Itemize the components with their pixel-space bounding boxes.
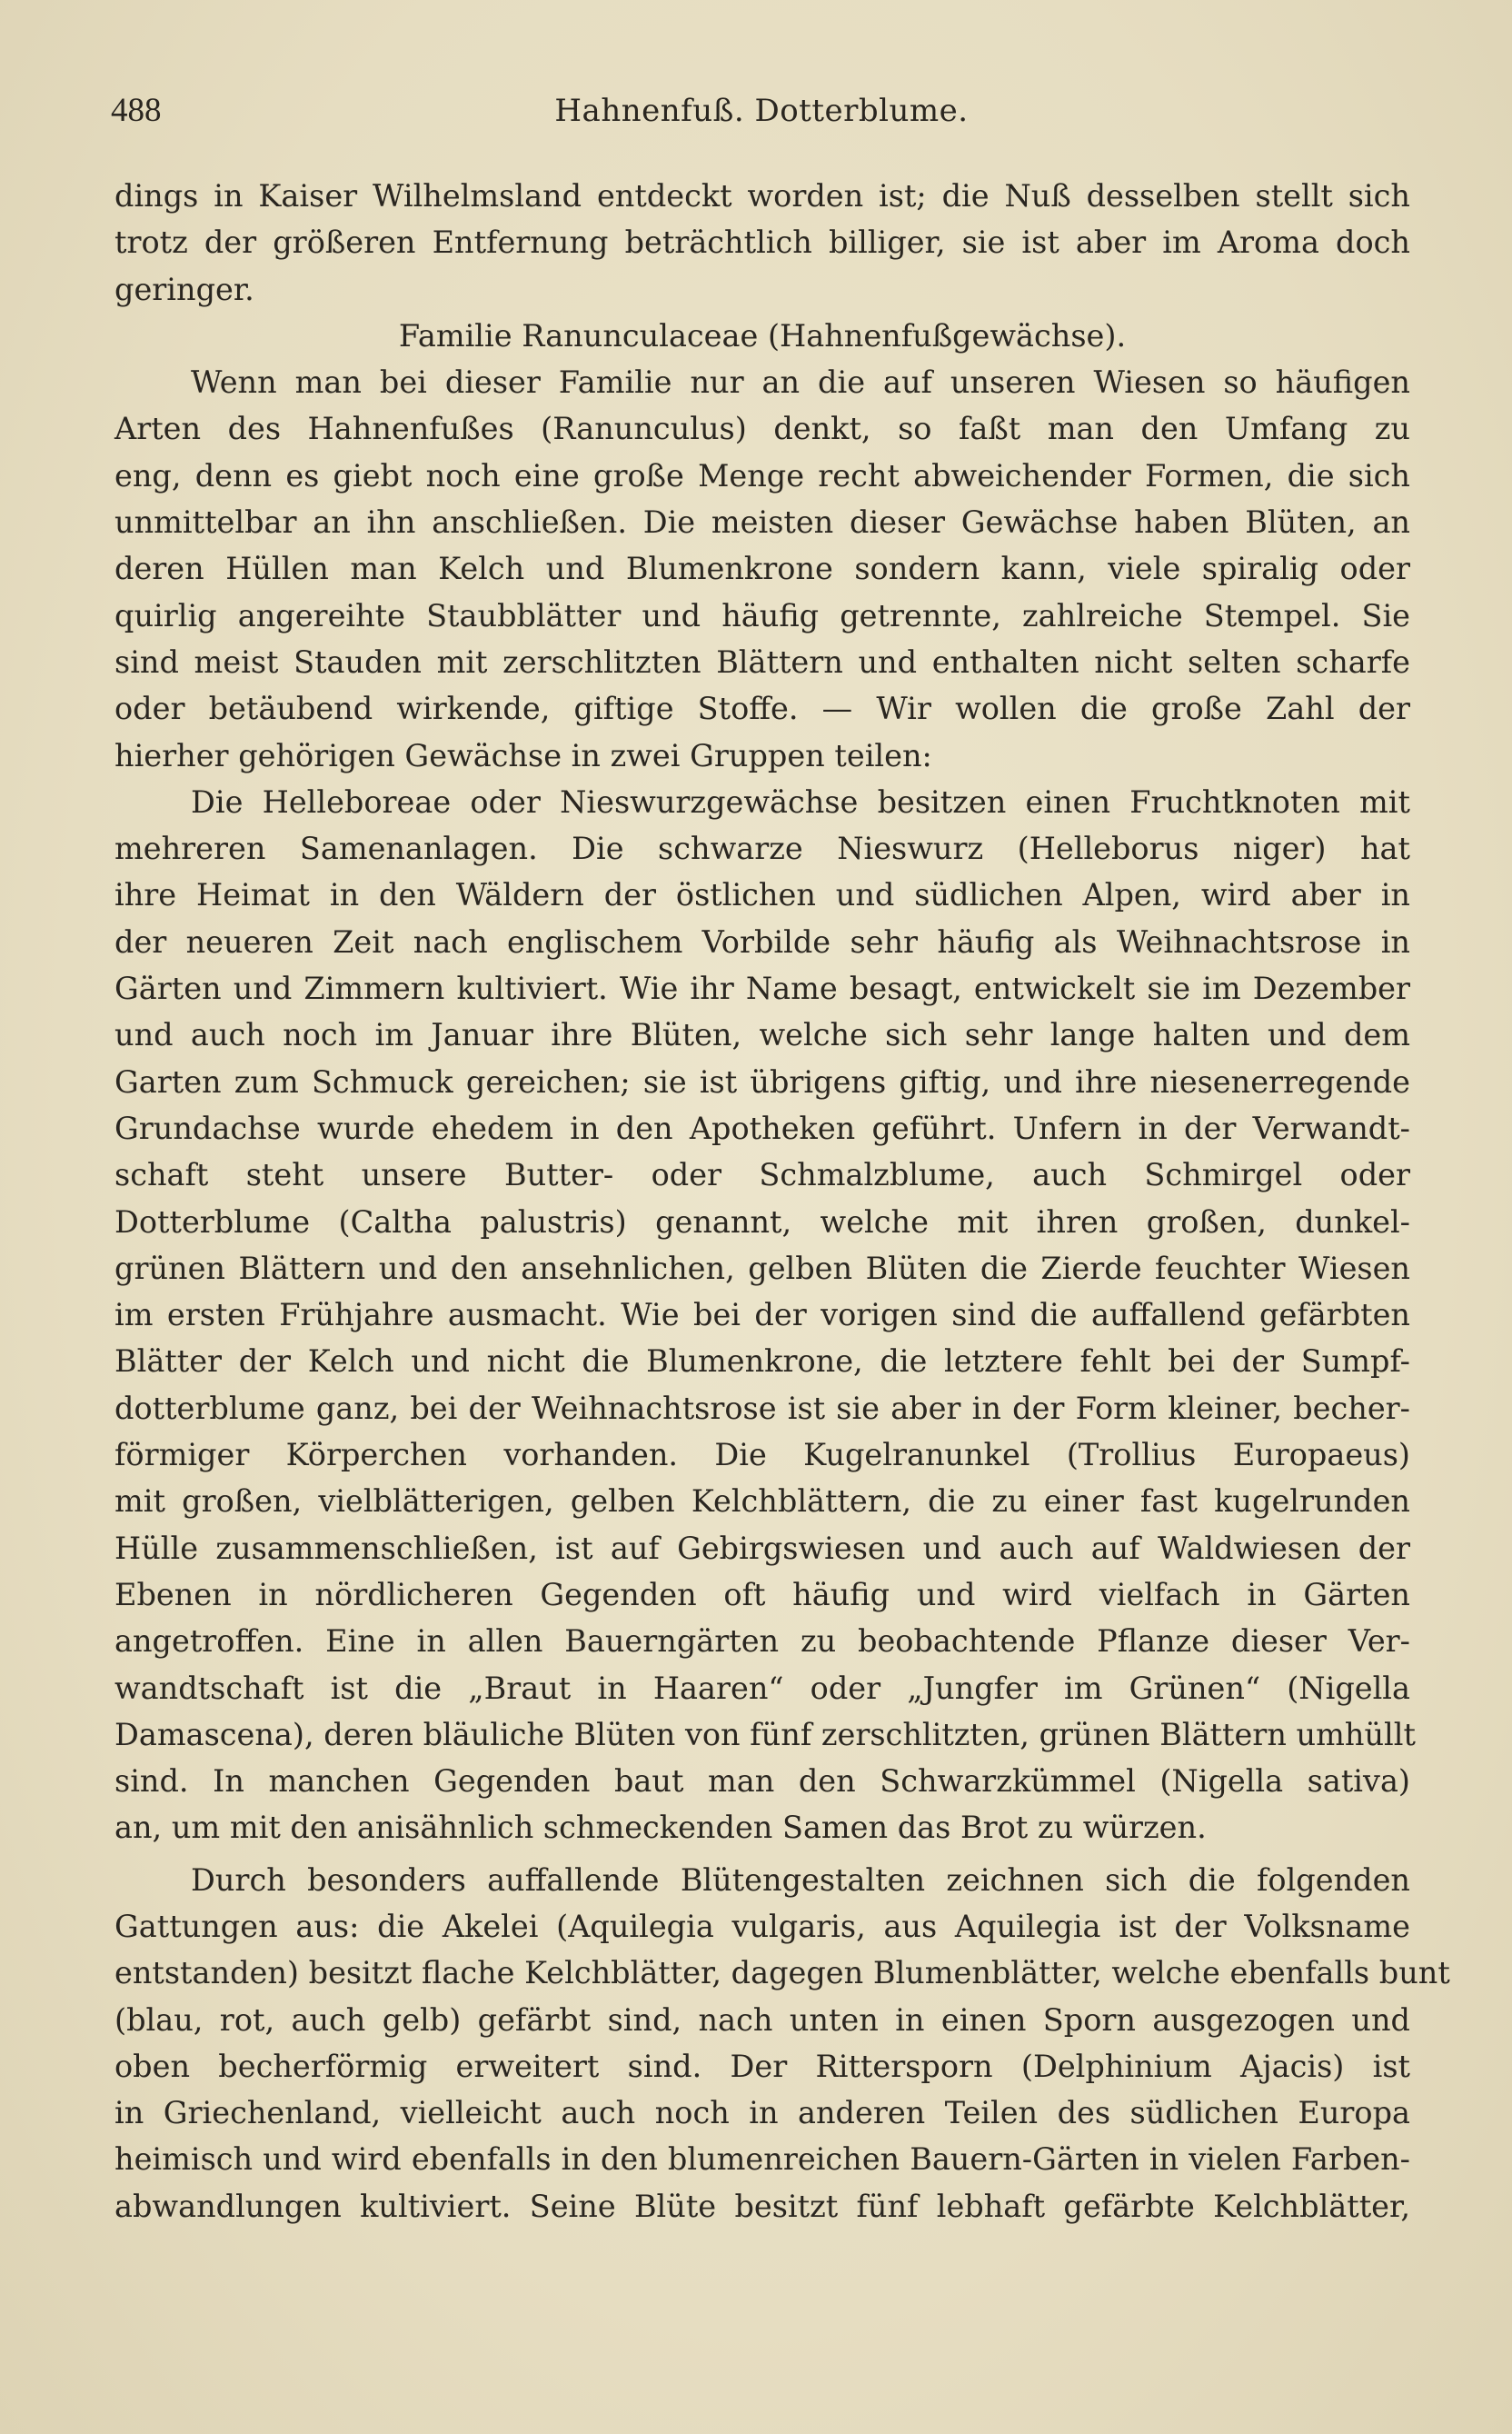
text-line: schaft steht unsere Butter- oder Schmalzblume, auch Schmirgel oder xyxy=(114,1157,1410,1193)
text-line: oder betäubend wirkende, giftige Stoffe. — Wir wollen die große Zahl der xyxy=(114,691,1410,727)
text-line: Wenn man bei dieser Familie nur an die auf unseren Wiesen so häufigen xyxy=(191,364,1410,401)
text-line: sind. In manchen Gegenden baut man den Schwarzkümmel (Nigella sativa) xyxy=(114,1763,1410,1800)
text-line: Grundachse wurde ehedem in den Apotheken geführt. Unfern in der Verwandt- xyxy=(114,1110,1410,1146)
text-line: entstanden) besitzt flache Kelchblätter, dagegen Blumenblätter, welche ebenfalls bunt xyxy=(114,1955,1450,1991)
text-line: Ebenen in nördlicheren Gegenden oft häufig und wird vielfach in Gärten xyxy=(114,1576,1410,1612)
text-line: Damascena), deren bläuliche Blüten von fünf zerschlitzten, grünen Blättern umhüllt xyxy=(114,1716,1416,1752)
text-line: Hülle zusammenschließen, ist auf Gebirgswiesen und auch auf Waldwiesen der xyxy=(114,1530,1410,1566)
text-line: deren Hüllen man Kelch und Blumenkrone sondern kann, viele spiralig oder xyxy=(114,551,1410,587)
text-line: wandtschaft ist die „Braut in Haaren“ oder „Jungfer im Grünen“ (Nigella xyxy=(114,1670,1410,1706)
text-line: dings in Kaiser Wilhelmsland entdeckt worden ist; die Nuß desselben stellt sich xyxy=(114,178,1410,214)
page-header xyxy=(111,91,1412,136)
text-line: Blätter der Kelch und nicht die Blumenkrone, die letztere fehlt bei der Sumpf- xyxy=(114,1343,1410,1380)
text-line: und auch noch im Januar ihre Blüten, welche sich sehr lange halten und dem xyxy=(114,1017,1410,1053)
text-line: an, um mit den anisähnlich schmeckenden Samen das Brot zu würzen. xyxy=(114,1810,1207,1846)
text-line: heimisch und wird ebenfalls in den blumenreichen Bauern-Gärten in vielen Farben- xyxy=(114,2141,1410,2178)
text-line: mehreren Samenanlagen. Die schwarze Nieswurz (Helleborus niger) hat xyxy=(114,831,1410,867)
text-line: der neueren Zeit nach englischem Vorbilde sehr häufig als Weihnachtsrose in xyxy=(114,923,1410,960)
text-line: sind meist Stauden mit zerschlitzten Blättern und enthalten nicht selten scharfe xyxy=(114,643,1410,680)
text-line: Gattungen aus: die Akelei (Aquilegia vulgaris, aus Aquilegia ist der Volksname xyxy=(114,1908,1410,1944)
body-text xyxy=(114,173,1450,2230)
text-line: grünen Blättern und den ansehnlichen, gelben Blüten die Zierde feuchter Wiesen xyxy=(114,1250,1410,1286)
text-line: Dotterblume (Caltha palustris) genannt, welche mit ihren großen, dunkel- xyxy=(114,1203,1410,1240)
text-line: in Griechenland, vielleicht auch noch in anderen Teilen des südlichen Europa xyxy=(114,2095,1410,2131)
text-line: oben becherförmig erweitert sind. Der Rittersporn (Delphinium Ajacis) ist xyxy=(114,2048,1410,2084)
text-line: trotz der größeren Entfernung beträchtlich billiger, sie ist aber im Aroma doch xyxy=(114,224,1410,261)
text-line: abwandlungen kultiviert. Seine Blüte besitzt fünf lebhaft gefärbte Kelchblätter, xyxy=(114,2188,1410,2224)
text-line: unmittelbar an ihn anschließen. Die meisten dieser Gewächse haben Blüten, an xyxy=(114,504,1410,541)
section-heading: Familie Ranunculaceae (Hahnenfußgewächse). xyxy=(398,317,1127,354)
text-line: dotterblume ganz, bei der Weihnachtsrose ist sie aber in der Form kleiner, becher- xyxy=(114,1390,1410,1426)
page-number: 488 xyxy=(111,92,162,129)
text-line: angetroffen. Eine in allen Bauerngärten zu beobachtende Pflanze dieser Ver- xyxy=(114,1623,1410,1660)
text-line: eng, denn es giebt noch eine große Menge recht abweichender Formen, die sich xyxy=(114,457,1410,494)
text-line: Arten des Hahnenfußes (Ranunculus) denkt, so faßt man den Umfang zu xyxy=(114,411,1410,447)
text-line: Die Helleboreae oder Nieswurzgewächse besitzen einen Fruchtknoten mit xyxy=(191,783,1410,820)
text-line: mit großen, vielblätterigen, gelben Kelchblättern, die zu einer fast kugelrunden xyxy=(114,1483,1410,1520)
text-line: quirlig angereihte Staubblätter und häufig getrennte, zahlreiche Stempel. Sie xyxy=(114,597,1410,633)
text-line: geringer. xyxy=(114,271,254,307)
text-line: Gärten und Zimmern kultiviert. Wie ihr Name besagt, entwickelt sie im Dezember xyxy=(114,971,1410,1007)
text-line: ihre Heimat in den Wäldern der östlichen und südlichen Alpen, wird aber in xyxy=(114,877,1410,913)
text-line: förmiger Körperchen vorhanden. Die Kugelranunkel (Trollius Europaeus) xyxy=(114,1437,1410,1473)
text-line: hierher gehörigen Gewächse in zwei Gruppen teilen: xyxy=(114,737,932,773)
text-line: Garten zum Schmuck gereichen; sie ist übrigens giftig, und ihre niesenerregende xyxy=(114,1063,1410,1100)
running-head: Hahnenfuß. Dotterblume. xyxy=(554,93,969,129)
text-line: im ersten Frühjahre ausmacht. Wie bei der vorigen sind die auffallend gefärbten xyxy=(114,1297,1410,1333)
text-line: (blau, rot, auch gelb) gefärbt sind, nach unten in einen Sporn ausgezogen und xyxy=(114,2001,1410,2038)
text-line: Durch besonders auffallende Blütengestalten zeichnen sich die folgenden xyxy=(191,1861,1410,1898)
